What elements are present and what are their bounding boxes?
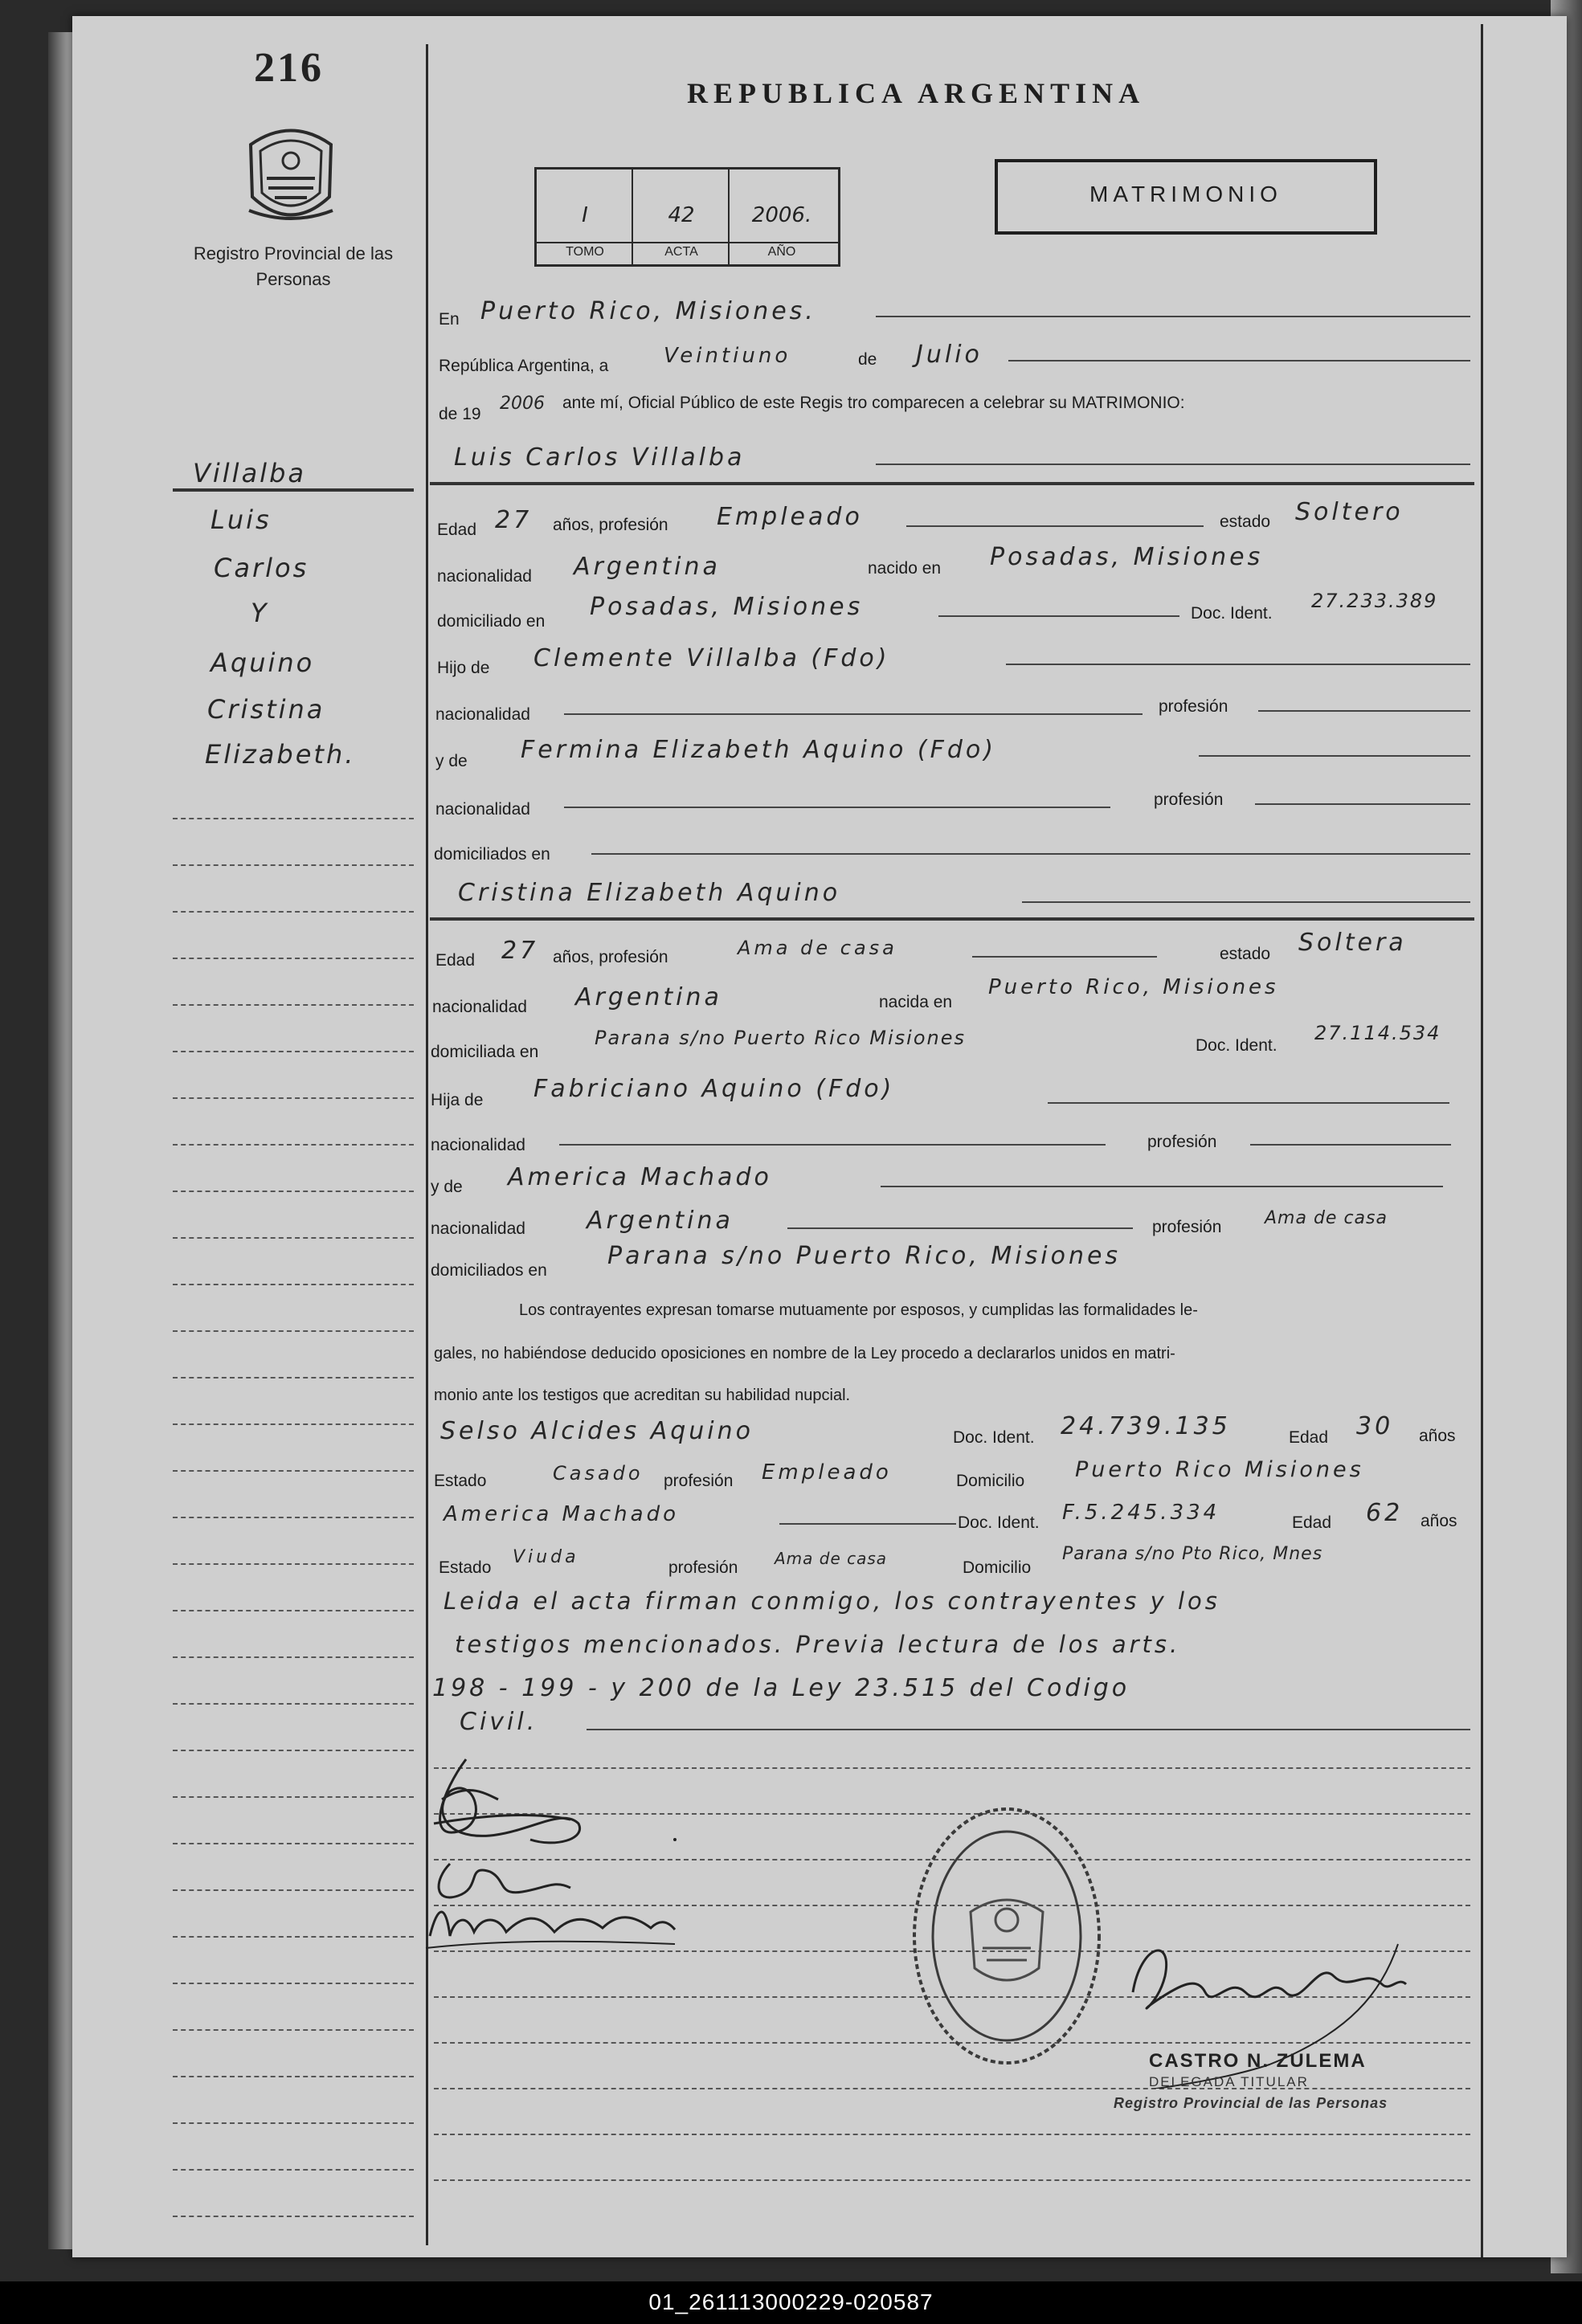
fill-line (876, 316, 1470, 317)
bride-nacida-label: nacida en (879, 993, 953, 1011)
witness-1-estado-label: Estado (434, 1472, 487, 1490)
en-label: En (439, 310, 460, 329)
groom-hijo-label: Hijo de (437, 659, 490, 677)
place-value: Puerto Rico, Misiones. (480, 297, 816, 325)
fill-line (1006, 664, 1470, 665)
groom-doc-number: 27.233.389 (1311, 590, 1438, 612)
bride-edad-label: Edad (435, 951, 476, 970)
fill-line (564, 807, 1110, 808)
groom-mother-nat-label: nacionalidad (435, 800, 530, 819)
witness-1-doc-number: 24.739.135 (1061, 1412, 1231, 1440)
groom-anios-label: años, profesión (553, 516, 668, 534)
bride-father-prof-label: profesión (1147, 1133, 1217, 1151)
witness-2-domicile: Parana s/no Pto Rico, Mnes (1062, 1544, 1323, 1564)
fill-line (876, 464, 1470, 465)
bride-doc-number: 27.114.534 (1314, 1022, 1441, 1044)
groom-yde-label: y de (435, 752, 468, 770)
ruled-line (173, 1144, 414, 1146)
groom-full-name: Luis Carlos Villalba (454, 443, 746, 472)
signatures-image (418, 1743, 739, 1968)
witness-2-prof-label: profesión (668, 1558, 738, 1577)
groom-parents-dom-label: domiciliados en (434, 845, 550, 864)
closing-note-line: 198 - 199 - y 200 de la Ley 23.515 del Codigo (432, 1674, 1130, 1702)
bride-estado-label: estado (1220, 945, 1271, 963)
ruled-line (173, 1330, 414, 1332)
ruled-line (173, 1656, 414, 1658)
fill-line (972, 956, 1157, 958)
tomo-label: TOMO (566, 245, 604, 259)
de-label: de (858, 350, 877, 369)
witness-1-domicile: Puerto Rico Misiones (1075, 1457, 1364, 1482)
groom-profession: Empleado (717, 503, 863, 531)
groom-domicilio-label: domiciliado en (437, 612, 546, 631)
fill-line (1255, 803, 1470, 805)
margin-note-line: Villalba (193, 458, 306, 488)
ruled-line (434, 2134, 1470, 2135)
fill-line (938, 615, 1179, 617)
fill-line (1199, 755, 1470, 757)
coat-of-arms-emblem (243, 120, 339, 229)
closing-note-line: Leida el acta firman conmigo, los contrayentes y los (444, 1587, 1220, 1615)
witness-1-edad-label: Edad (1289, 1428, 1329, 1447)
ruled-line (173, 1843, 414, 1844)
margin-note-line: Elizabeth. (205, 739, 356, 770)
witness-1-prof-label: profesión (664, 1472, 734, 1490)
witness-1-doc-label: Doc. Ident. (953, 1428, 1035, 1447)
witness-1-domicilio-label: Domicilio (956, 1472, 1025, 1490)
ruled-line (173, 1517, 414, 1518)
tomo-value: I (582, 203, 588, 227)
fill-line (1022, 901, 1470, 903)
ruled-line (173, 2216, 414, 2217)
ruled-line (173, 1191, 414, 1192)
groom-father-nat-label: nacionalidad (435, 705, 530, 724)
groom-civil-status: Soltero (1295, 498, 1404, 526)
declaration-line-1: Los contrayentes expresan tomarse mutuamente por esposos, y cumplidas las formalidades le- (519, 1301, 1198, 1319)
ruled-line (173, 1703, 414, 1705)
registrar-office: Registro Provincial de las Personas (1114, 2095, 1388, 2111)
witness-2-anios-label: años (1421, 1512, 1457, 1530)
year-prefix-label: de 19 (439, 405, 481, 423)
section-divider (430, 917, 1474, 921)
ruled-line (173, 1610, 414, 1611)
fill-line (1008, 360, 1470, 361)
witness-1-name: Selso Alcides Aquino (440, 1417, 754, 1445)
bride-anios-label: años, profesión (553, 948, 668, 966)
ruled-line (173, 1470, 414, 1472)
bride-parents-domicile: Parana s/no Puerto Rico, Misiones (607, 1242, 1122, 1270)
declaration-line-2: gales, no habiéndose deducido oposiciones en nombre de la Ley procedo a declararlos unidos en matri- (434, 1345, 1175, 1362)
bride-nacionalidad-label: nacionalidad (432, 998, 527, 1016)
ruled-line (173, 1284, 414, 1285)
ruled-line (173, 2122, 414, 2124)
ruled-line (173, 1889, 414, 1891)
groom-nacido-label: nacido en (868, 559, 942, 578)
registrar-name: CASTRO N. ZULEMA (1149, 2050, 1367, 2072)
fill-line (779, 1523, 956, 1525)
margin-note-line: Aquino (211, 647, 315, 678)
witness-2-doc-number: F.5.245.334 (1062, 1501, 1220, 1525)
bride-mother-prof-label: profesión (1152, 1218, 1222, 1236)
bride-father: Fabriciano Aquino (Fdo) (533, 1075, 895, 1103)
bride-mother-nationality: Argentina (587, 1207, 734, 1235)
fill-line (587, 1729, 1470, 1730)
fill-line (1258, 710, 1470, 712)
bride-profession: Ama de casa (738, 937, 897, 959)
margin-note-line: Luis (211, 504, 272, 535)
closing-note-line: testigos mencionados. Previa lectura de los arts. (455, 1631, 1181, 1658)
record-type-box (995, 159, 1377, 235)
bride-domicilio-label: domiciliada en (431, 1043, 539, 1061)
bride-hija-label: Hija de (431, 1091, 484, 1109)
groom-birthplace: Posadas, Misiones (990, 543, 1264, 571)
groom-estado-label: estado (1220, 513, 1271, 531)
witness-2-age: 62 (1366, 1499, 1404, 1527)
record-number-box (534, 167, 840, 267)
groom-nationality: Argentina (574, 553, 721, 581)
ruled-line (173, 1051, 414, 1052)
witness-2-domicilio-label: Domicilio (963, 1558, 1032, 1577)
witness-2-name: America Machado (444, 1502, 679, 1526)
day-value: Veintiuno (664, 344, 791, 368)
anio-label: AÑO (767, 245, 796, 259)
bride-mother: America Machado (508, 1163, 772, 1191)
ruled-line (173, 1097, 414, 1099)
anio-value: 2006. (751, 203, 812, 227)
ruled-line (173, 1563, 414, 1565)
witness-2-doc-label: Doc. Ident. (958, 1513, 1040, 1532)
witness-2-estado-label: Estado (439, 1558, 492, 1577)
fill-line (559, 1144, 1106, 1146)
groom-domicile: Posadas, Misiones (590, 593, 864, 621)
ruled-line (173, 2169, 414, 2171)
ruled-line (434, 2179, 1470, 2181)
acta-label: ACTA (664, 245, 698, 259)
ruled-line (173, 1796, 414, 1798)
ruled-line (173, 1237, 414, 1239)
fill-line (787, 1227, 1133, 1229)
bride-father-nat-label: nacionalidad (431, 1136, 525, 1154)
ruled-line (173, 1983, 414, 1984)
witness-2-edad-label: Edad (1292, 1513, 1332, 1532)
closing-note-line: Civil. (460, 1708, 538, 1736)
month-value: Julio (916, 341, 983, 369)
groom-doc-label: Doc. Ident. (1191, 604, 1273, 623)
bride-mother-nat-label: nacionalidad (431, 1219, 525, 1238)
bride-civil-status: Soltera (1298, 929, 1407, 957)
groom-father-prof-label: profesión (1159, 697, 1228, 716)
fill-line (591, 853, 1470, 855)
ruled-line (173, 911, 414, 913)
ruled-line (173, 1004, 414, 1006)
groom-age: 27 (495, 506, 533, 534)
ruled-line (173, 1423, 414, 1425)
witness-1-anios-label: años (1419, 1427, 1456, 1445)
appearance-text: ante mí, Oficial Público de este Regis tro comparecen a celebrar su MATRIMONIO: (562, 394, 1185, 412)
bride-full-name: Cristina Elizabeth Aquino (458, 879, 841, 907)
ruled-line (173, 2076, 414, 2077)
document-page (72, 16, 1567, 2257)
margin-note-line: Carlos (214, 553, 309, 583)
fill-line (881, 1186, 1443, 1187)
acta-value: 42 (668, 203, 695, 227)
record-type-label: MATRIMONIO (1089, 182, 1282, 206)
margin-note-line: Y (251, 598, 269, 628)
bride-nationality: Argentina (575, 983, 722, 1011)
declaration-line-3: monio ante los testigos que acreditan su habilidad nupcial. (434, 1387, 851, 1404)
margin-note-underline (173, 488, 414, 492)
year-value: 2006 (500, 394, 545, 414)
groom-edad-label: Edad (437, 521, 477, 539)
page-number: 216 (254, 45, 324, 91)
section-divider (430, 482, 1474, 485)
groom-father: Clemente Villalba (Fdo) (533, 644, 890, 672)
official-seal (906, 1799, 1107, 2073)
ruled-line (173, 1750, 414, 1751)
bride-doc-label: Doc. Ident. (1196, 1036, 1277, 1055)
groom-mother-prof-label: profesión (1154, 790, 1224, 809)
right-margin-line (1481, 24, 1483, 2257)
bride-mother-profession: Ama de casa (1265, 1208, 1388, 1228)
groom-mother: Fermina Elizabeth Aquino (Fdo) (521, 736, 996, 764)
fill-line (1048, 1102, 1449, 1104)
fill-line (1250, 1144, 1451, 1146)
ruled-line (173, 1936, 414, 1938)
registry-name: Registro Provincial de las Personas (193, 243, 394, 289)
document-title: REPUBLICA ARGENTINA (687, 77, 1146, 109)
witness-2-profession: Ama de casa (775, 1549, 888, 1568)
bride-age: 27 (501, 937, 539, 965)
witness-1-civil-status: Casado (553, 1462, 644, 1485)
fill-line (564, 713, 1143, 715)
bride-birthplace: Puerto Rico, Misiones (988, 975, 1279, 999)
witness-1-age: 30 (1356, 1412, 1394, 1440)
witness-1-profession: Empleado (762, 1460, 892, 1485)
ruled-line (173, 818, 414, 819)
ruled-line (173, 1377, 414, 1378)
bride-parents-dom-label: domiciliados en (431, 1261, 547, 1280)
ruled-line (173, 864, 414, 866)
bride-domicile: Parana s/no Puerto Rico Misiones (595, 1027, 967, 1049)
scan-code: 01_261113000229-020587 (648, 2289, 934, 2314)
republic-label: República Argentina, a (439, 357, 609, 375)
fill-line (906, 525, 1204, 527)
witness-2-civil-status: Viuda (513, 1547, 579, 1567)
registrar-title: DELEGADA TITULAR (1149, 2074, 1309, 2089)
ruled-line (173, 2029, 414, 2031)
ruled-line (173, 958, 414, 959)
bride-yde-label: y de (431, 1178, 463, 1196)
margin-note-line: Cristina (207, 694, 325, 725)
groom-nacionalidad-label: nacionalidad (437, 567, 532, 586)
